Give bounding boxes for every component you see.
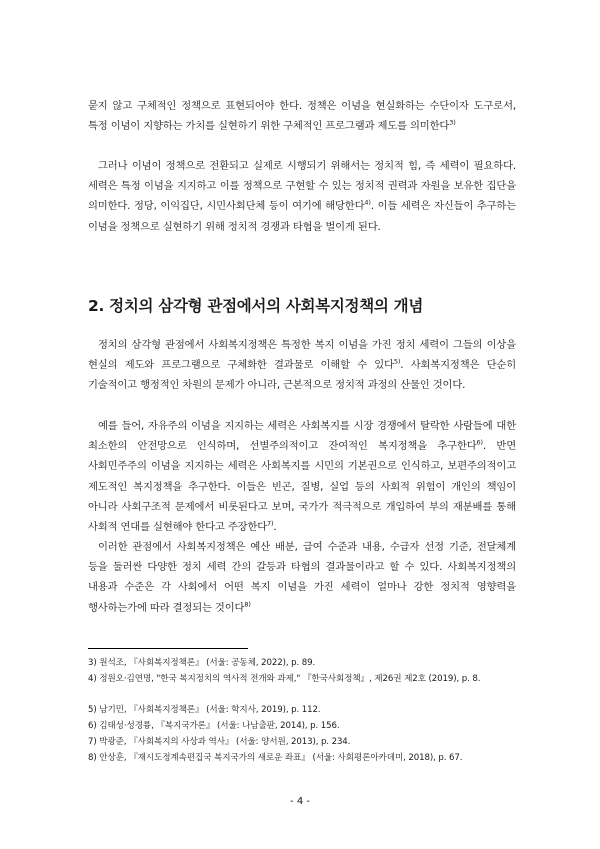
- footnote-ref[interactable]: 4): [364, 198, 371, 207]
- footnote: 4) 정원오·김연명, "한국 복지정치의 역사적 전개와 과제," 『한국사회정책』, 제26권 제2호 (2019), p. 8.: [88, 674, 481, 684]
- body-paragraph: [88, 335, 516, 396]
- footnote: 6) 김태성·성경륭, 『복지국가론』 (서울: 나남출판, 2014), p. 156.: [88, 721, 340, 731]
- body-paragraph: 예를 들어, 자유주의 이념을 지지하는 세력은 사회복지를 시장 경쟁에서 탈락한 사람들에 대한 최소한의 안전망으로 인식하며, 선별주의적이고 잔여적인 복지정책을 추구한다$^{6)}$. 반면 사회민주주의 이념을 지지하는 세력은 사회복지를 시민의 기본권으로 인식하고, 보편주의적이고 제도적인 복지정책을 추구한다. 이들은 빈곤, 질병, 실업 등의 사회적 위험이 개인의 책임이 아니라 사회구조적 문제에서 비롯된다고 보며, 국가가 적극적으로 개입하여 부의 재분배를 통해 사회적 연대를 실현해야 한다고 주장한다$^{7)}$.: [88, 420, 516, 534]
- section-heading: 2. 정치의 삼각형 관점에서의 사회복지정책의 개념: [88, 297, 424, 315]
- paragraph-text: . 이들 세력은 자신들이 추구하는 이념을 정책으로 실현하기 위해 정치적 경쟁과 타협을 벌이게 된다.: [88, 200, 516, 233]
- footnote-separator: [88, 648, 248, 649]
- body-paragraph: [88, 96, 516, 136]
- body-paragraph: [88, 156, 516, 237]
- footnote-ref[interactable]: 3): [449, 118, 456, 127]
- page-number: - 4 -: [290, 796, 310, 807]
- footnote: 7) 박광준, 『사회복지의 사상과 역사』 (서울: 양서원, 2013), p. 234.: [88, 737, 351, 747]
- paragraph-text: 이러한 관점에서 사회복지정책은 예산 배분, 급여 수준과 내용, 수급자 선정 기준, 전달체계 등을 둘러싼 다양한 정치 세력 간의 갈등과 타협의 결과물이라고 할 수 있다. 사회복지정책의 내용과 수준은 각 사회에서 어떤 복지 이념을 가진 세력이 얼마나 강한 정치적 영향력을 행사하는가에 따라 결정되는 것이다: [88, 541, 516, 614]
- body-paragraph: [88, 537, 516, 618]
- footnote: 5) 남기민, 『사회복지정책론』 (서울: 학지사, 2019), p. 112.: [88, 705, 321, 715]
- footnote-ref[interactable]: 5): [393, 357, 401, 366]
- paragraph-text: . 사회복지정책은 단순히 기술적이고 행정적인 차원의 문제가 아니라, 근본적으로 정치적 과정의 산물인 것이다.: [88, 359, 516, 392]
- paragraph-text: 정치의 삼각형 관점에서 사회복지정책은 특정한 복지 이념을 가진 정치 세력이 그들의 이상을 현실의 제도와 프로그램으로 구체화한 결과물로 이해할 수 있다: [88, 339, 516, 372]
- footnote-ref[interactable]: 8): [244, 600, 251, 609]
- paragraph-text: 예를 들어, 자유주의 이념을 지지하는 세력은 사회복지를 시장 경쟁에서 탈락한 사람들에 대한 최소한의 안전망으로 인식하며, 선별주의적이고 잔여적인 복지정책을 추구한다: [88, 420, 516, 453]
- paragraph-text: . 반면 사회민주주의 이념을 지지하는 세력은 사회복지를 시민의 기본권으로 인식하고, 보편주의적이고 제도적인 복지정책을 추구한다. 이들은 빈곤, 질병, 실업 등의 사회적 위험이 개인의 책임이 아니라 사회구조적 문제에서 비롯된다고 보며, 국가가 적극적으로 개입하여 부의 재분배를 통해 사회적 연대를 실현해야 한다고 주장한다: [88, 440, 516, 534]
- footnote: 8) 안상훈, 『재시도정계속편집국 복지국가의 새로운 좌표』 (서울: 사회평론아카데미, 2018), p. 67.: [88, 753, 463, 763]
- footnote: 3) 원석조, 『사회복지정책론』 (서울: 공동체, 2022), p. 89.: [88, 658, 316, 668]
- paragraph-text: 그러나 이념이 정책으로 전환되고 실제로 시행되기 위해서는 정치적 힘, 즉 세력이 필요하다. 세력은 특정 이념을 지지하고 이를 정책으로 구현할 수 있는 정치적 권력과 자원을 보유한 집단을 의미한다. 정당, 이익집단, 시민사회단체 등이 여기에 해당한다: [88, 160, 516, 213]
- paragraph-text: 묻지 않고 구체적인 정책으로 표현되어야 한다. 정책은 이념을 현실화하는 수단이자 도구로서, 특정 이념이 지향하는 가치를 실현하기 위한 구체적인 프로그램과 제도를 의미한다: [88, 100, 516, 133]
- footnote-ref[interactable]: 7): [267, 519, 274, 528]
- footnote-ref[interactable]: 6): [476, 438, 483, 447]
